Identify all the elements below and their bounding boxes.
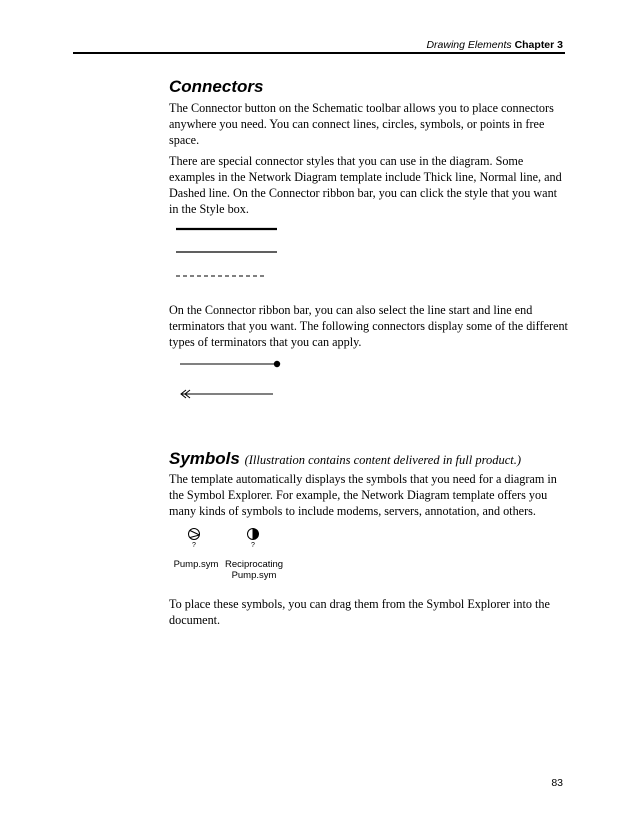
reciprocating-pump-label-line2: Pump.sym	[231, 570, 277, 581]
header-chapter: Chapter 3	[514, 39, 563, 51]
reciprocating-pump-icon	[248, 529, 259, 540]
symbols-para-1: The template automatically displays the symbols that you need for a diagram in the Symbol Explorer. For example, the Network Diagram template offers you many kinds of symbols to include modems, servers, annotation, and others.	[169, 472, 557, 518]
pump-icon	[189, 529, 200, 540]
header-section: Drawing Elements	[426, 39, 512, 51]
connectors-para-1: The Connector button on the Schematic toolbar allows you to place connectors anywhere you need. You can connect lines, circles, symbols, or points in free space.	[169, 101, 554, 147]
reciprocating-pump-marker: ?	[251, 542, 255, 549]
connectors-para-2: There are special connector styles that you can use in the diagram. Some examples in the Network Diagram template include Thick line, Normal line, and Dashed line. On the Connector ribbon bar, you can click the style that you want in the Style box.	[169, 154, 562, 216]
reciprocating-pump-label-line1: Reciprocating	[224, 559, 284, 570]
pump-label: Pump.sym	[173, 559, 219, 570]
connectors-para-3: On the Connector ribbon bar, you can also select the line start and line end terminators that you want. The following connectors display some of the different types of terminators that you can apply.	[169, 303, 568, 349]
symbols-heading: Symbols	[169, 449, 240, 468]
symbols-note: (Illustration contains content delivered in full product.)	[244, 453, 522, 467]
connectors-heading: Connectors	[169, 77, 264, 96]
pump-marker: ?	[192, 542, 196, 549]
page-number: 83	[551, 777, 563, 789]
symbols-para-2: To place these symbols, you can drag them from the Symbol Explorer into the document.	[169, 597, 550, 627]
reciprocating-pump-label	[222, 559, 286, 581]
